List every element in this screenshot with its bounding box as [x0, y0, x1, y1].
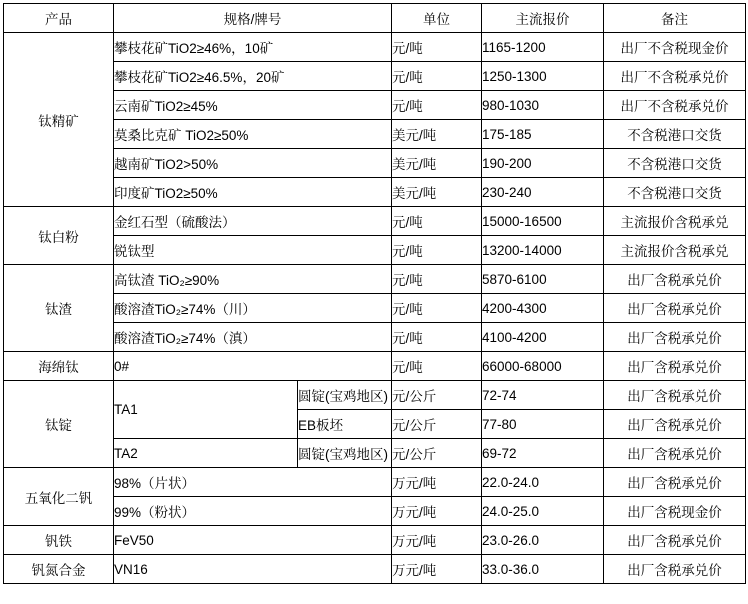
- table-row: [4, 352, 746, 381]
- unit-cell: 美元/吨: [392, 178, 482, 207]
- price-cell: 72-74: [482, 381, 604, 410]
- remark-cell: 出厂不含税承兑价: [604, 62, 746, 91]
- spec-cell: 莫桑比克矿 TiO2≥50%: [114, 120, 392, 149]
- header-unit: 单位: [392, 4, 482, 33]
- table-row: [4, 439, 746, 468]
- unit-cell: 美元/吨: [392, 149, 482, 178]
- table-row: [4, 33, 746, 62]
- table-row: [4, 62, 746, 91]
- price-cell: 69-72: [482, 439, 604, 468]
- table-row: [4, 555, 746, 584]
- price-cell: 175-185: [482, 120, 604, 149]
- spec-cell: 0#: [114, 352, 392, 381]
- unit-cell: 元/吨: [392, 62, 482, 91]
- spec-cell: 越南矿TiO2>50%: [114, 149, 392, 178]
- table-row: [4, 236, 746, 265]
- remark-cell: 出厂含税承兑价: [604, 468, 746, 497]
- price-cell: 5870-6100: [482, 265, 604, 294]
- spec-cell: 攀枝花矿TiO2≥46.5%，20矿: [114, 62, 392, 91]
- spec-grade-cell: TA1: [114, 381, 298, 439]
- category-cell: 五氧化二钒: [4, 468, 114, 526]
- spec-grade-cell: TA2: [114, 439, 298, 468]
- remark-cell: 出厂含税现金价: [604, 497, 746, 526]
- category-cell: 钒氮合金: [4, 555, 114, 584]
- header-product: 产品: [4, 4, 114, 33]
- unit-cell: 元/吨: [392, 33, 482, 62]
- unit-cell: 元/吨: [392, 236, 482, 265]
- header-price: 主流报价: [482, 4, 604, 33]
- remark-cell: 主流报价含税承兑: [604, 207, 746, 236]
- category-cell: 钛白粉: [4, 207, 114, 265]
- price-cell: 77-80: [482, 410, 604, 439]
- unit-cell: 元/吨: [392, 294, 482, 323]
- table-row: [4, 323, 746, 352]
- category-cell: 钒铁: [4, 526, 114, 555]
- remark-cell: 出厂含税承兑价: [604, 439, 746, 468]
- remark-cell: 出厂含税承兑价: [604, 265, 746, 294]
- category-cell: 海绵钛: [4, 352, 114, 381]
- category-cell: 钛渣: [4, 265, 114, 352]
- remark-cell: 不含税港口交货: [604, 149, 746, 178]
- unit-cell: 元/吨: [392, 265, 482, 294]
- unit-cell: 元/吨: [392, 91, 482, 120]
- spec-cell: 锐钛型: [114, 236, 392, 265]
- remark-cell: 出厂含税承兑价: [604, 294, 746, 323]
- remark-cell: 出厂含税承兑价: [604, 526, 746, 555]
- header-spec: 规格/牌号: [114, 4, 392, 33]
- table-row: [4, 207, 746, 236]
- remark-cell: 出厂含税承兑价: [604, 555, 746, 584]
- price-cell: 13200-14000: [482, 236, 604, 265]
- price-cell: 33.0-36.0: [482, 555, 604, 584]
- spec-cell: 98%（片状）: [114, 468, 392, 497]
- price-table: [3, 3, 746, 584]
- spec-cell: 云南矿TiO2≥45%: [114, 91, 392, 120]
- unit-cell: 元/吨: [392, 323, 482, 352]
- unit-cell: 元/公斤: [392, 410, 482, 439]
- spec-cell: FeV50: [114, 526, 392, 555]
- table-header: [4, 4, 746, 33]
- table-row: [4, 149, 746, 178]
- table-row: [4, 468, 746, 497]
- unit-cell: 万元/吨: [392, 468, 482, 497]
- spec-cell: VN16: [114, 555, 392, 584]
- table-row: [4, 526, 746, 555]
- table-row: [4, 294, 746, 323]
- spec-detail-cell: 圆锭(宝鸡地区): [298, 381, 392, 410]
- remark-cell: 出厂不含税承兑价: [604, 91, 746, 120]
- price-cell: 66000-68000: [482, 352, 604, 381]
- spec-cell: 高钛渣 TiO₂≥90%: [114, 265, 392, 294]
- remark-cell: 不含税港口交货: [604, 178, 746, 207]
- price-cell: 190-200: [482, 149, 604, 178]
- header-row: [4, 4, 746, 33]
- spec-detail-cell: 圆锭(宝鸡地区): [298, 439, 392, 468]
- price-cell: 24.0-25.0: [482, 497, 604, 526]
- price-cell: 1250-1300: [482, 62, 604, 91]
- remark-cell: 主流报价含税承兑: [604, 236, 746, 265]
- remark-cell: 出厂含税承兑价: [604, 410, 746, 439]
- price-cell: 1165-1200: [482, 33, 604, 62]
- spec-cell: 99%（粉状）: [114, 497, 392, 526]
- remark-cell: 出厂含税承兑价: [604, 323, 746, 352]
- table-row: [4, 265, 746, 294]
- table-row: [4, 91, 746, 120]
- unit-cell: 万元/吨: [392, 497, 482, 526]
- price-cell: 980-1030: [482, 91, 604, 120]
- unit-cell: 元/公斤: [392, 439, 482, 468]
- spec-cell: 攀枝花矿TiO2≥46%，10矿: [114, 33, 392, 62]
- table-row: [4, 497, 746, 526]
- header-remark: 备注: [604, 4, 746, 33]
- unit-cell: 元/吨: [392, 352, 482, 381]
- table-row: [4, 120, 746, 149]
- table-row: [4, 178, 746, 207]
- spec-cell: 金红石型（硫酸法）: [114, 207, 392, 236]
- spec-cell: 酸溶渣TiO₂≥74%（川）: [114, 294, 392, 323]
- remark-cell: 出厂含税承兑价: [604, 381, 746, 410]
- price-cell: 22.0-24.0: [482, 468, 604, 497]
- price-cell: 23.0-26.0: [482, 526, 604, 555]
- remark-cell: 出厂含税承兑价: [604, 352, 746, 381]
- category-cell: 钛锭: [4, 381, 114, 468]
- price-cell: 4200-4300: [482, 294, 604, 323]
- price-cell: 15000-16500: [482, 207, 604, 236]
- table-body: [4, 33, 746, 584]
- table-row: [4, 381, 746, 410]
- remark-cell: 不含税港口交货: [604, 120, 746, 149]
- unit-cell: 元/吨: [392, 207, 482, 236]
- unit-cell: 万元/吨: [392, 526, 482, 555]
- spec-cell: 酸溶渣TiO₂≥74%（滇）: [114, 323, 392, 352]
- price-cell: 4100-4200: [482, 323, 604, 352]
- unit-cell: 元/公斤: [392, 381, 482, 410]
- spec-detail-cell: EB板坯: [298, 410, 392, 439]
- unit-cell: 万元/吨: [392, 555, 482, 584]
- unit-cell: 美元/吨: [392, 120, 482, 149]
- remark-cell: 出厂不含税现金价: [604, 33, 746, 62]
- spec-cell: 印度矿TiO2≥50%: [114, 178, 392, 207]
- price-cell: 230-240: [482, 178, 604, 207]
- category-cell: 钛精矿: [4, 33, 114, 207]
